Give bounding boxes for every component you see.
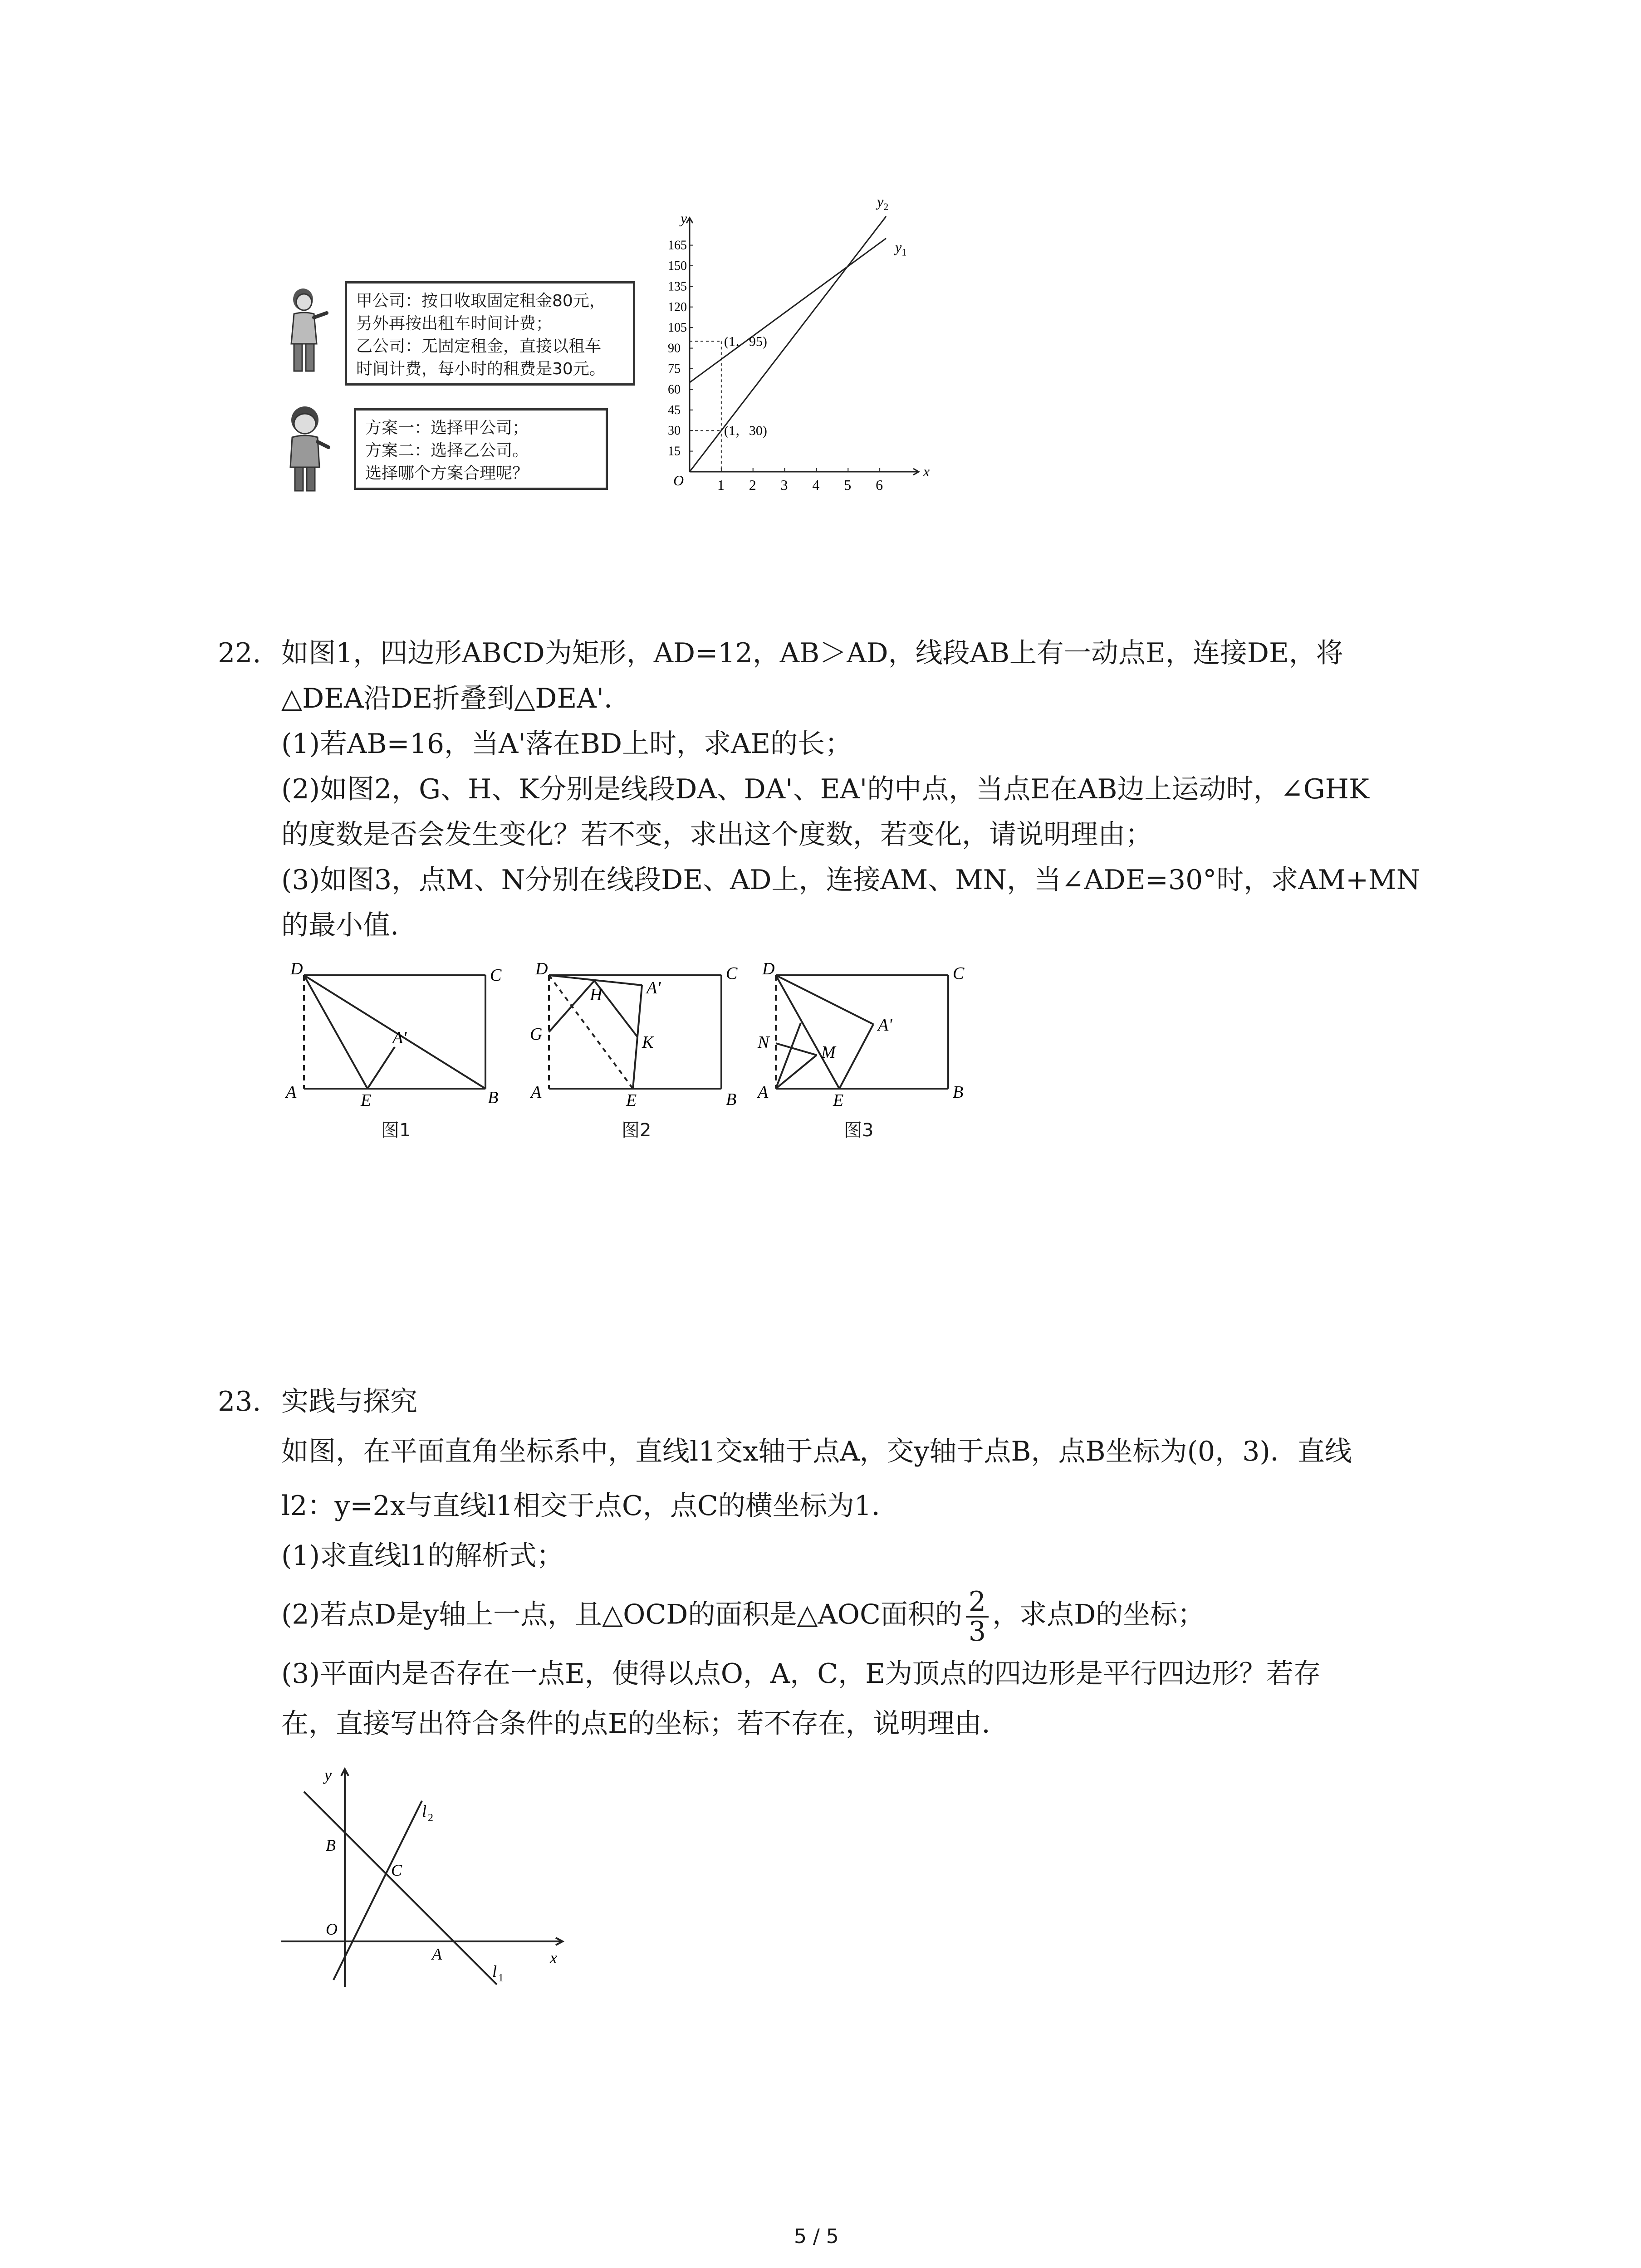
top-figure	[272, 193, 930, 508]
x-tick-label: 6	[876, 477, 883, 493]
note-line: 乙公司：无固定租金，直接以租车	[356, 337, 602, 356]
svg-text:E: E	[361, 1091, 372, 1110]
y-tick-label: 15	[668, 444, 681, 459]
y-tick-label: 75	[668, 362, 681, 376]
y-tick-label: 105	[668, 321, 687, 335]
svg-text:A': A'	[878, 1016, 892, 1035]
svg-text:D: D	[535, 959, 548, 978]
note-line: 方案二：选择乙公司。	[365, 441, 529, 460]
note-line: 选择哪个方案合理呢？	[365, 464, 529, 483]
svg-text:H: H	[590, 985, 603, 1004]
svg-text:B: B	[488, 1088, 499, 1107]
svg-text:C: C	[490, 966, 502, 985]
note-line: 另外再按出租车时间计费；	[356, 314, 553, 333]
figure-1-diagram	[277, 957, 513, 1110]
svg-text:N: N	[758, 1033, 769, 1052]
figure-2-diagram	[522, 953, 758, 1110]
plan-note	[354, 408, 608, 490]
svg-text:C: C	[726, 964, 738, 983]
svg-text:B: B	[953, 1083, 964, 1102]
fraction-two-thirds	[966, 1588, 989, 1646]
point-annotation: (1，30)	[724, 423, 767, 439]
svg-text:A: A	[531, 1083, 542, 1102]
q23-part2-tail: ，求点D的坐标；	[992, 1598, 1205, 1631]
figure-2-caption: 图2	[622, 1120, 652, 1141]
series-label-y2: $y_2$	[877, 193, 889, 212]
y-tick-label: 90	[668, 341, 681, 356]
company-note	[345, 281, 635, 386]
svg-text:y: y	[324, 1766, 332, 1784]
rental-cost-chart	[649, 193, 930, 499]
y-tick-label: 45	[668, 403, 681, 417]
svg-text:O: O	[326, 1920, 338, 1938]
svg-text:M: M	[821, 1043, 836, 1062]
svg-text:2: 2	[428, 1812, 433, 1824]
x-tick-label: 2	[749, 477, 756, 493]
svg-text:G: G	[530, 1025, 543, 1044]
x-tick-label: 4	[812, 477, 820, 493]
figure-1-caption: 图1	[381, 1120, 411, 1141]
svg-text:B: B	[726, 1090, 737, 1109]
q23-part2-text: (2)若点D是y轴上一点，且△OCD的面积是△AOC面积的	[281, 1598, 962, 1631]
y-tick-label: 150	[668, 259, 687, 273]
x-tick-label: 5	[844, 477, 852, 493]
y-tick-label: 120	[668, 300, 687, 314]
person-a-illustration	[281, 286, 331, 376]
page-number: 5 / 5	[794, 2225, 839, 2248]
q22-part3-line2: 的最小值.	[281, 909, 399, 941]
x-axis-label: x	[923, 463, 930, 479]
y-tick-label: 60	[668, 382, 681, 397]
note-line: 方案一：选择甲公司；	[365, 419, 529, 437]
q22-stem-line1: 如图1，四边形ABCD为矩形，AD=12，AB＞AD，线段AB上有一动点E，连接DE，将	[281, 637, 1343, 669]
note-line: 甲公司：按日收取固定租金80元，	[356, 292, 606, 310]
fraction-numerator: 2	[966, 1588, 989, 1618]
svg-text:D: D	[762, 959, 775, 978]
svg-text:A: A	[758, 1083, 769, 1102]
svg-text:E: E	[626, 1091, 637, 1110]
svg-text:C: C	[391, 1861, 402, 1879]
q22-part1: (1)若AB=16，当A'落在BD上时，求AE的长；	[281, 728, 852, 760]
svg-text:x: x	[550, 1949, 557, 1967]
svg-text:K: K	[642, 1033, 654, 1052]
figure-3-caption: 图3	[844, 1120, 874, 1141]
y-axis-label: y	[681, 210, 687, 226]
q23-number: 23.	[218, 1386, 261, 1418]
figure-3-diagram	[749, 953, 985, 1110]
q23-title: 实践与探究	[281, 1386, 417, 1418]
q22-number: 22.	[218, 637, 261, 669]
series-line-y2	[690, 216, 886, 472]
svg-text:l: l	[422, 1802, 427, 1820]
q23-part2	[281, 1588, 1205, 1646]
series-line-y1	[690, 238, 886, 382]
x-tick-label: 3	[780, 477, 788, 493]
svg-text:A': A'	[647, 978, 661, 997]
q23-part3-line2: 在，直接写出符合条件的点E的坐标；若不存在，说明理由．	[281, 1708, 1009, 1740]
note-line: 时间计费，每小时的租费是30元。	[356, 360, 606, 378]
svg-text:A: A	[286, 1083, 297, 1102]
y-tick-label: 165	[668, 238, 687, 253]
origin-label: O	[673, 472, 684, 489]
svg-text:D: D	[290, 959, 303, 978]
q22-part3-line1: (3)如图3，点M、N分别在线段DE、AD上，连接AM、MN，当∠ADE=30°时，求AM+MN	[281, 864, 1421, 896]
q22-part2-line1: (2)如图2，G、H、K分别是线段DA、DA'、EA'的中点，当点E在AB边上运动时，∠GHK	[281, 773, 1369, 805]
q23-stem-line2: l2：y=2x与直线l1相交于点C，点C的横坐标为1．	[281, 1490, 899, 1522]
q23-stem-line1: 如图，在平面直角坐标系中，直线l1交x轴于点A，交y轴于点B，点B坐标为(0，3)．直线	[281, 1436, 1352, 1467]
fraction-denominator: 3	[968, 1616, 986, 1647]
svg-text:E: E	[833, 1091, 844, 1110]
q22-part2-line2: 的度数是否会发生变化？若不变，求出这个度数，若变化，请说明理由；	[281, 819, 1152, 850]
svg-text:A: A	[432, 1945, 442, 1963]
q23-part3-line1: (3)平面内是否存在一点E，使得以点O，A，C，E为顶点的四边形是平行四边形？若存	[281, 1658, 1321, 1690]
y-tick-label: 30	[668, 424, 681, 438]
coordinate-diagram	[272, 1760, 590, 1996]
q22-stem-line2: △DEA沿DE折叠到△DEA'．	[281, 683, 632, 714]
svg-text:B: B	[326, 1836, 336, 1854]
point-annotation: (1，95)	[724, 334, 767, 349]
person-b-illustration	[281, 404, 331, 494]
q23-part1: (1)求直线l1的解析式；	[281, 1540, 564, 1572]
x-tick-label: 1	[717, 477, 725, 493]
svg-text:A': A'	[392, 1028, 407, 1047]
svg-text:l: l	[492, 1962, 497, 1980]
svg-text:1: 1	[498, 1972, 504, 1984]
y-tick-label: 135	[668, 279, 687, 294]
svg-text:C: C	[953, 964, 965, 983]
series-label-y1: $y_1$	[895, 239, 907, 258]
